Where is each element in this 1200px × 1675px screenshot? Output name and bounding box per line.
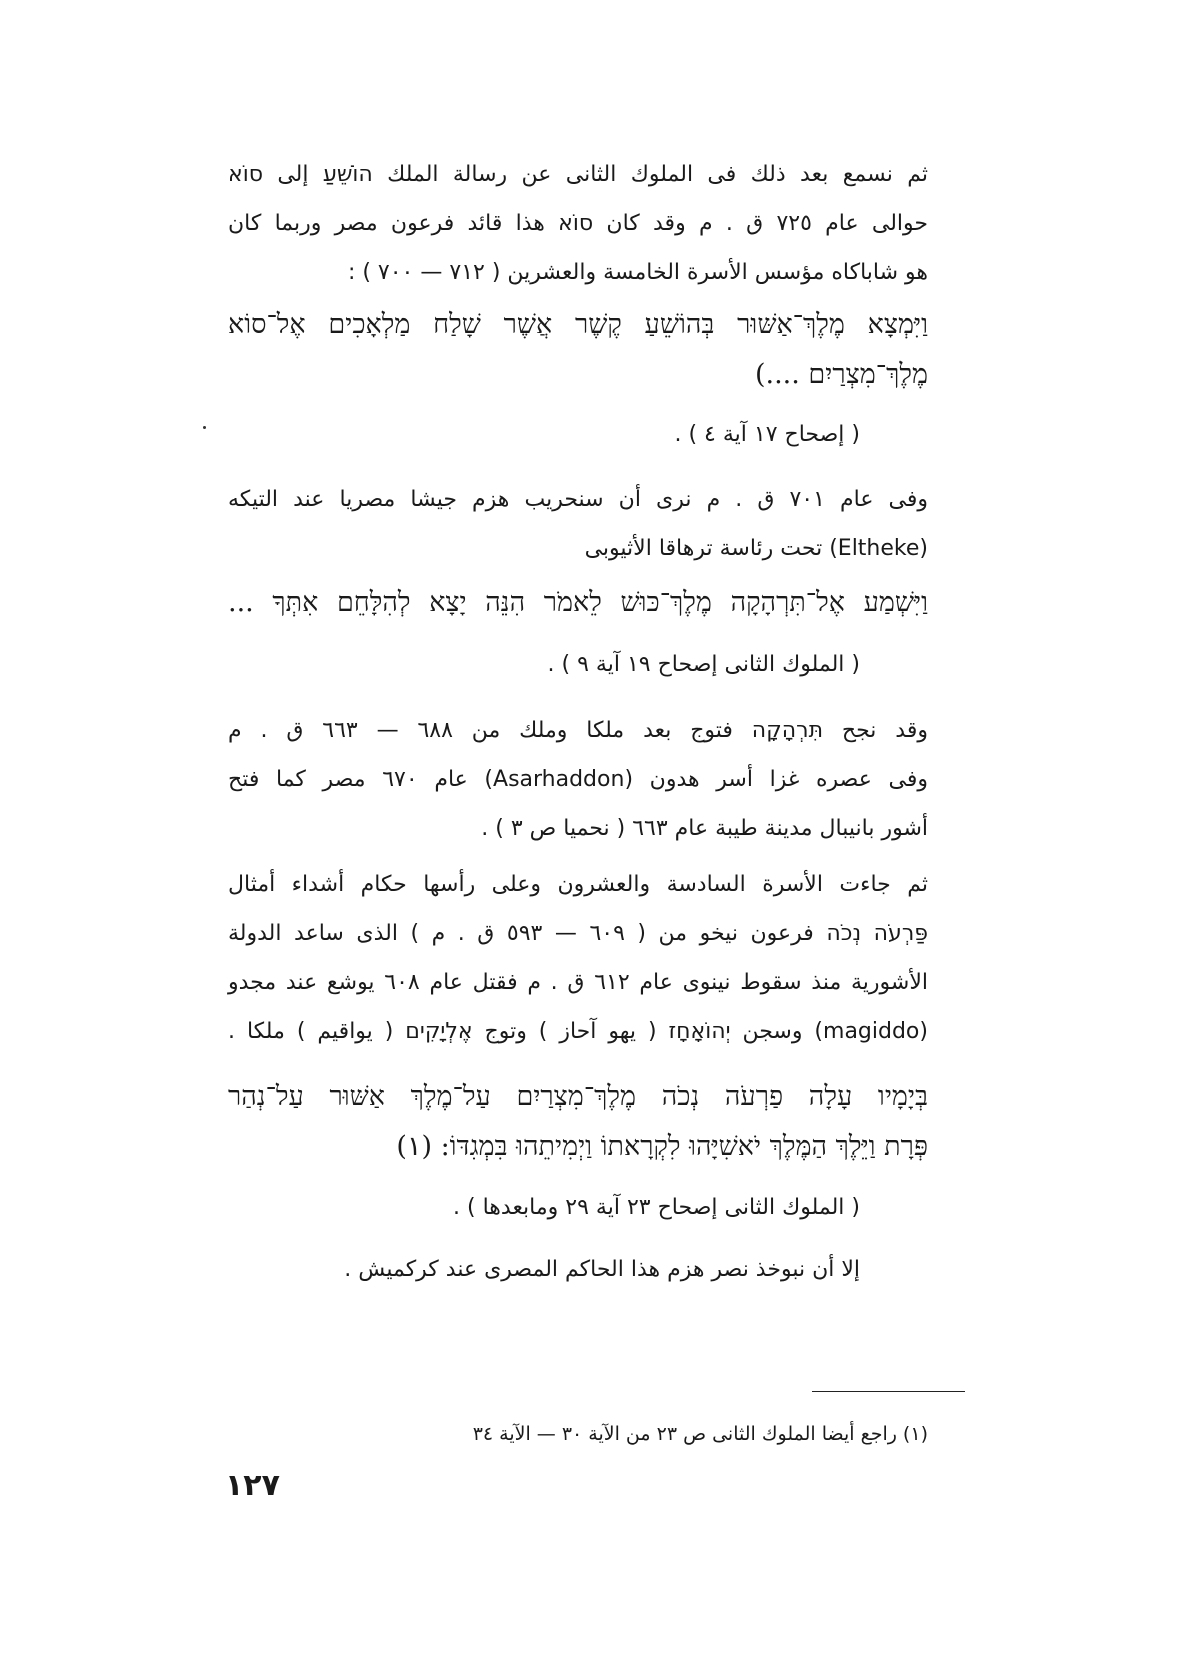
hebrew-line: בְּיָמָיו עָלָה פַרְעֹה נְכֹה מֶלֶךְ־מִצְרַיִם עַל־מֶלֶךְ אַשּׁוּר עַל־נְהַר (228, 1081, 928, 1112)
hebrew-line: וַיִּמְצָא מֶלֶךְ־אַשּׁוּר בְּהוֹשֵׁעַ קֶשֶׁר אֲשֶׁר שָׁלַח מַלְאָכִים אֶל־סוֹא (228, 309, 928, 340)
text-line: الأشورية منذ سقوط نينوى عام ٦١٢ ق . م فقتل عام ٦٠٨ يوشع عند مجدو (228, 970, 928, 995)
citation-text: ( الملوك الثانى إصحاح ١٩ آية ٩ ) . (547, 652, 860, 677)
citation-kings-17 (228, 410, 928, 459)
footnote-separator (812, 1391, 965, 1392)
citation-kings-19 (228, 640, 928, 689)
paragraph-nebuchadnezzar (228, 1245, 928, 1294)
text-line: إلا أن نبوخذ نصر هزم هذا الحاكم المصرى عند كركميش . (344, 1257, 860, 1282)
citation-text: ( إصحاح ١٧ آية ٤ ) . (674, 422, 860, 447)
paragraph-tirhakah (228, 706, 928, 853)
footnote: (١) راجع أيضا الملوك الثانى ص ٢٣ من الآية ٣٠ — الآية ٣٤ (472, 1423, 928, 1445)
text-line: وقد نجح תִּרְהָקָה فتوج بعد ملكا وملك من ٦٨٨ — ٦٦٣ ق . م (228, 718, 928, 743)
hebrew-line: מֶלֶךְ־מִצְרַיִם ....) (754, 359, 928, 390)
hebrew-quote-kings-23 (228, 1072, 928, 1172)
citation-text: ( الملوك الثانى إصحاح ٢٣ آية ٢٩ ومابعدها ) . (453, 1195, 860, 1220)
text-line: (Eltheke) تحت رئاسة ترهاقا الأثيوبى (584, 536, 928, 561)
stray-mark (203, 426, 206, 429)
text-line: هو شاباكاه مؤسس الأسرة الخامسة والعشرين ( ٧١٢ — ٧٠٠ ) : (347, 260, 928, 285)
page-number: ١٢٧ (225, 1468, 280, 1503)
hebrew-line: וַיִּשְׁמַע אֶל־תִּרְהָקָה מֶלֶךְ־כּוּשׁ לֵאמֹר הִנֵּה יָצָא לְהִלָּחֵם אִתְּךָ ... (228, 587, 928, 618)
hebrew-quote-kings-17 (228, 300, 928, 400)
text-line: (magiddo) وسجن יְהוֹאָחָז ( يهو آحاز ) وتوج אֶלְיָקִים ( يواقيم ) ملكا . (228, 1019, 928, 1044)
paragraph-hoshea-letter (228, 150, 928, 297)
text-line: ثم جاءت الأسرة السادسة والعشرون وعلى رأسها حكام أشداء أمثال (228, 872, 928, 897)
hebrew-quote-kings-19 (228, 578, 928, 628)
citation-kings-23 (228, 1183, 928, 1232)
text-line: وفى عصره غزا أسر هدون (Asarhaddon) عام ٦٧٠ مصر كما فتح (228, 767, 928, 792)
paragraph-26th-dynasty (228, 860, 928, 1056)
hebrew-line: פְּרָת וַיֵּלֶךְ הַמֶּלֶךְ יֹאשִׁיָּהוּ לִקְרָאתוֹ וַיְמִיתֵהוּ בִּמְגִדּוֹ: (١) (396, 1131, 928, 1162)
paragraph-sennacherib (228, 475, 928, 573)
text-line: פַּרְעֹה נְכֹה فرعون نيخو من ( ٦٠٩ — ٥٩٣ ق . م ) الذى ساعد الدولة (228, 921, 928, 946)
text-line: وفى عام ٧٠١ ق . م نرى أن سنحريب هزم جيشا مصريا عند التيكه (228, 487, 928, 512)
text-line: أشور بانيبال مدينة طيبة عام ٦٦٣ ( نحميا ص ٣ ) . (481, 816, 928, 841)
text-line: ثم نسمع بعد ذلك فى الملوك الثانى عن رسالة الملك הוֹשֵׁעַ إلى סוֹא (228, 162, 928, 187)
text-line: حوالى عام ٧٢٥ ق . م وقد كان סוֹא هذا قائد فرعون مصر وربما كان (228, 211, 928, 236)
